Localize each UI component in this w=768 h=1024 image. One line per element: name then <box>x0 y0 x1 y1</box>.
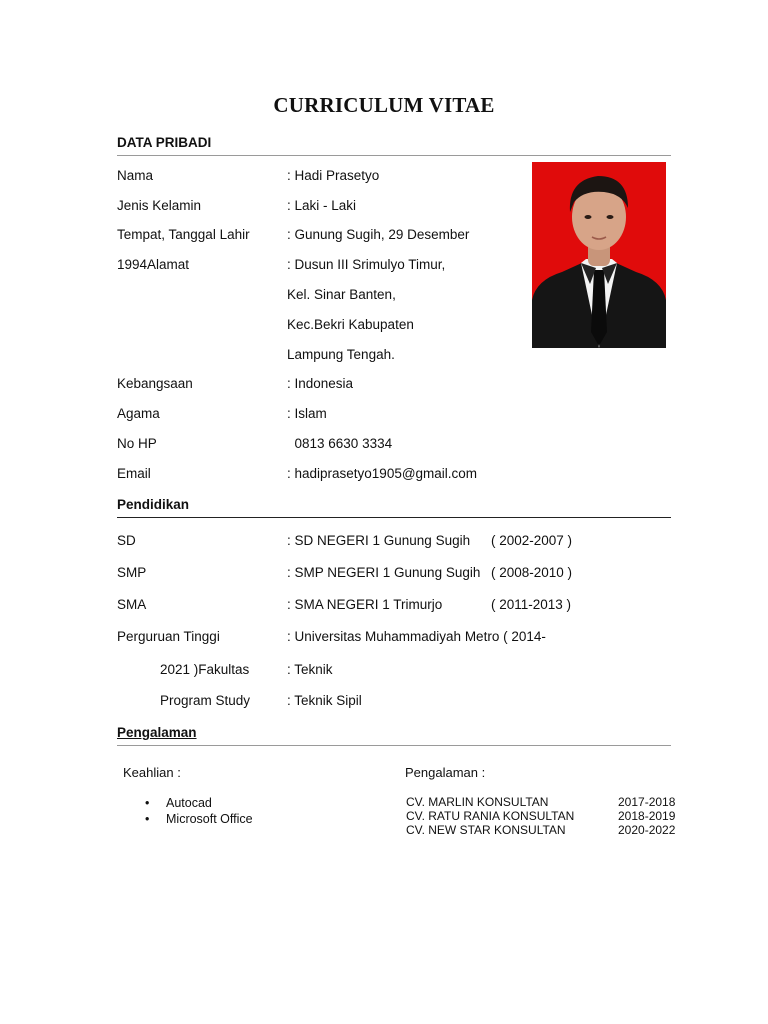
field-label: 2021 )Fakultas <box>160 662 250 677</box>
field-value: : Dusun III Srimulyo Timur, <box>287 257 446 272</box>
field-value: : Indonesia <box>287 376 354 391</box>
profile-photo <box>532 162 666 348</box>
field-value: 0813 6630 3334 <box>287 436 393 451</box>
keahlian-label: Keahlian : <box>123 765 181 780</box>
experience-years: 2020-2022 <box>618 823 676 837</box>
experience-company: CV. MARLIN KONSULTAN <box>406 795 549 809</box>
section-divider <box>117 155 671 156</box>
experience-company: CV. NEW STAR KONSULTAN <box>406 823 566 837</box>
bullet-icon: • <box>145 796 150 810</box>
field-value: Kel. Sinar Banten, <box>287 287 396 302</box>
field-value: : SMA NEGERI 1 Trimurjo <box>287 597 443 612</box>
data-pribadi-heading: DATA PRIBADI <box>117 135 212 150</box>
field-value: : Teknik <box>287 662 333 677</box>
field-label: SMP <box>117 565 147 580</box>
education-years: ( 2011-2013 ) <box>491 597 572 612</box>
pendidikan-heading: Pendidikan <box>117 497 190 512</box>
field-label: Jenis Kelamin <box>117 198 202 213</box>
field-label: 1994Alamat <box>117 257 190 272</box>
education-years: ( 2008-2010 ) <box>491 565 573 580</box>
bullet-icon: • <box>145 812 150 826</box>
field-value: : Teknik Sipil <box>287 693 362 708</box>
section-divider <box>117 745 671 746</box>
field-value: : SD NEGERI 1 Gunung Sugih <box>287 533 471 548</box>
field-value: : Gunung Sugih, 29 Desember <box>287 227 470 242</box>
section-divider <box>117 517 671 518</box>
field-value: : Laki - Laki <box>287 198 357 213</box>
field-label: Agama <box>117 406 160 421</box>
field-value: Kec.Bekri Kabupaten <box>287 317 414 332</box>
field-value: : Islam <box>287 406 327 421</box>
pengalaman-heading: Pengalaman <box>117 725 197 740</box>
field-label: Tempat, Tanggal Lahir <box>117 227 250 242</box>
field-label: Perguruan Tinggi <box>117 629 220 644</box>
field-label: SD <box>117 533 136 548</box>
field-label: SMA <box>117 597 147 612</box>
field-value: : SMP NEGERI 1 Gunung Sugih <box>287 565 481 580</box>
field-label: Program Study <box>160 693 251 708</box>
experience-company: CV. RATU RANIA KONSULTAN <box>406 809 575 823</box>
field-value: Lampung Tengah. <box>287 347 395 362</box>
education-years: ( 2002-2007 ) <box>491 533 573 548</box>
field-value: : Universitas Muhammadiyah Metro ( 2014- <box>287 629 546 644</box>
field-label: Nama <box>117 168 154 183</box>
field-label: No HP <box>117 436 157 451</box>
page-title: CURRICULUM VITAE <box>273 93 495 117</box>
field-label: Email <box>117 466 151 481</box>
skill-label: Microsoft Office <box>166 812 253 826</box>
field-label: Kebangsaan <box>117 376 193 391</box>
pengalaman-label: Pengalaman : <box>405 765 486 780</box>
experience-years: 2017-2018 <box>618 795 676 809</box>
experience-years: 2018-2019 <box>618 809 676 823</box>
field-value: : hadiprasetyo1905@gmail.com <box>287 466 478 481</box>
field-value: : Hadi Prasetyo <box>287 168 380 183</box>
skill-label: Autocad <box>166 796 212 810</box>
